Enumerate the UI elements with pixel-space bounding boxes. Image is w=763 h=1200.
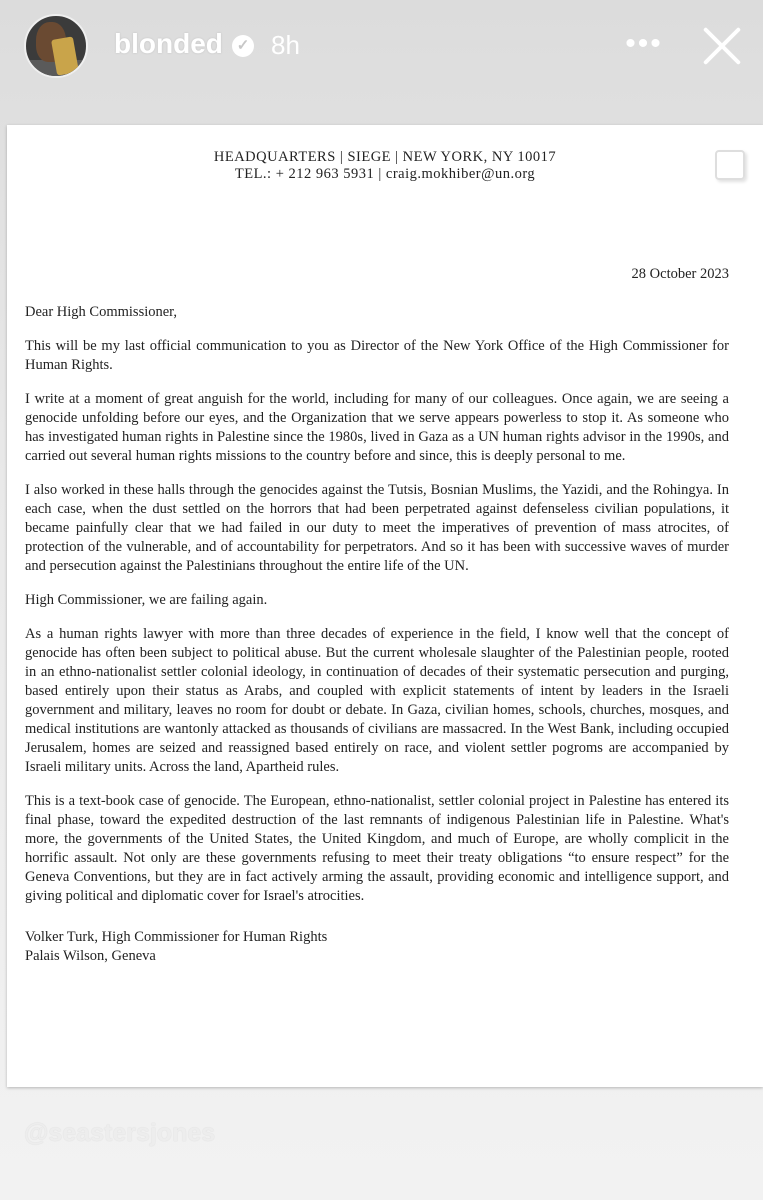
checkbox-icon (715, 150, 745, 180)
letter-image (7, 125, 763, 1087)
verified-badge-icon: ✓ (232, 35, 254, 57)
story-header (0, 0, 763, 95)
more-options-icon[interactable]: ••• (625, 27, 663, 60)
paragraph: This is a text-book case of genocide. The European, ethno-nationalist, settler colonial project in Palestine has entered its final phase, toward the expedited destruction of the last remnants of indigenous Palestinian life in Palestine. What's more, the governments of the United States, the United Kingdom, and much of Europe, are wholly complicit in the horrific assault. Not only are these governments refusing to meet their treaty obligations “to ensure respect” for the Geneva Conventions, but they are in fact actively arming the assault, providing economic and intelligence support, and giving political and diplomatic cover for Israel's atrocities. (25, 793, 729, 904)
letter-body (25, 303, 729, 981)
paragraph: This will be my last official communication to you as Director of the New York Office of the High Commissioner for Human Rights. (25, 338, 729, 373)
addressee-line-1: Volker Turk, High Commissioner for Human Rights (25, 929, 328, 945)
paragraph: I also worked in these halls through the genocides against the Tutsis, Bosnian Muslims, the Yazidi, and the Rohingya. In each case, when the dust settled on the horrors that had been perpetrated against defenseless civilian populations, it became painfully clear that we had failed in our duty to meet the imperatives of prevention of mass atrocites, of protection of the vulnerable, and of accountability for perpetrators. And so it has been with successive waves of murder and persecution against the Palestinians throughout the entire life of the UN. (25, 482, 729, 574)
close-icon[interactable] (700, 24, 744, 68)
paragraph: High Commissioner, we are failing again. (25, 592, 268, 608)
watermark: @seastersjones (24, 1119, 216, 1147)
paragraph: I write at a moment of great anguish for the world, including for many of our colleagues. Once again, we are seeing a genocide unfolding before our eyes, and the Organization that we serve appears powerless to stop it. As someone who has investigated human rights in Palestine since the 1980s, lived in Gaza as a UN human rights advisor in the 1990s, and carried out several human rights missions to the country before and since, this is deeply personal to me. (25, 391, 729, 464)
letter-date: 28 October 2023 (631, 266, 729, 282)
salutation: Dear High Commissioner, (25, 304, 178, 320)
avatar[interactable] (24, 14, 88, 78)
header-line-2: TEL.: + 212 963 5931 | craig.mokhiber@un.org (234, 166, 536, 182)
addressee-line-2: Palais Wilson, Geneva (25, 948, 156, 964)
post-time: 8h (271, 30, 300, 60)
header-line-1: HEADQUARTERS | SIEGE | NEW YORK, NY 10017 (213, 149, 557, 165)
username[interactable]: blonded (114, 28, 223, 59)
paragraph: As a human rights lawyer with more than three decades of experience in the field, I know well that the concept of genocide has often been subject to political abuse. But the current wholesale slaughter of the Palestinian people, rooted in an ethno-nationalist settler colonial ideology, in continuation of decades of their systematic persecution and purging, based entirely upon their status as Arabs, and coupled with explicit statements of intent by leaders in the Israeli government and military, leaves no room for doubt or debate. In Gaza, civilian homes, schools, churches, mosques, and medical institutions are wantonly attacked as thousands of civilians are massacred. In the West Bank, including occupied Jerusalem, homes are seized and reassigned based entirely on race, and violent settler pogroms are accompanied by Israeli military units. Across the land, Apartheid rules. (25, 626, 729, 775)
letter-header (7, 149, 763, 183)
